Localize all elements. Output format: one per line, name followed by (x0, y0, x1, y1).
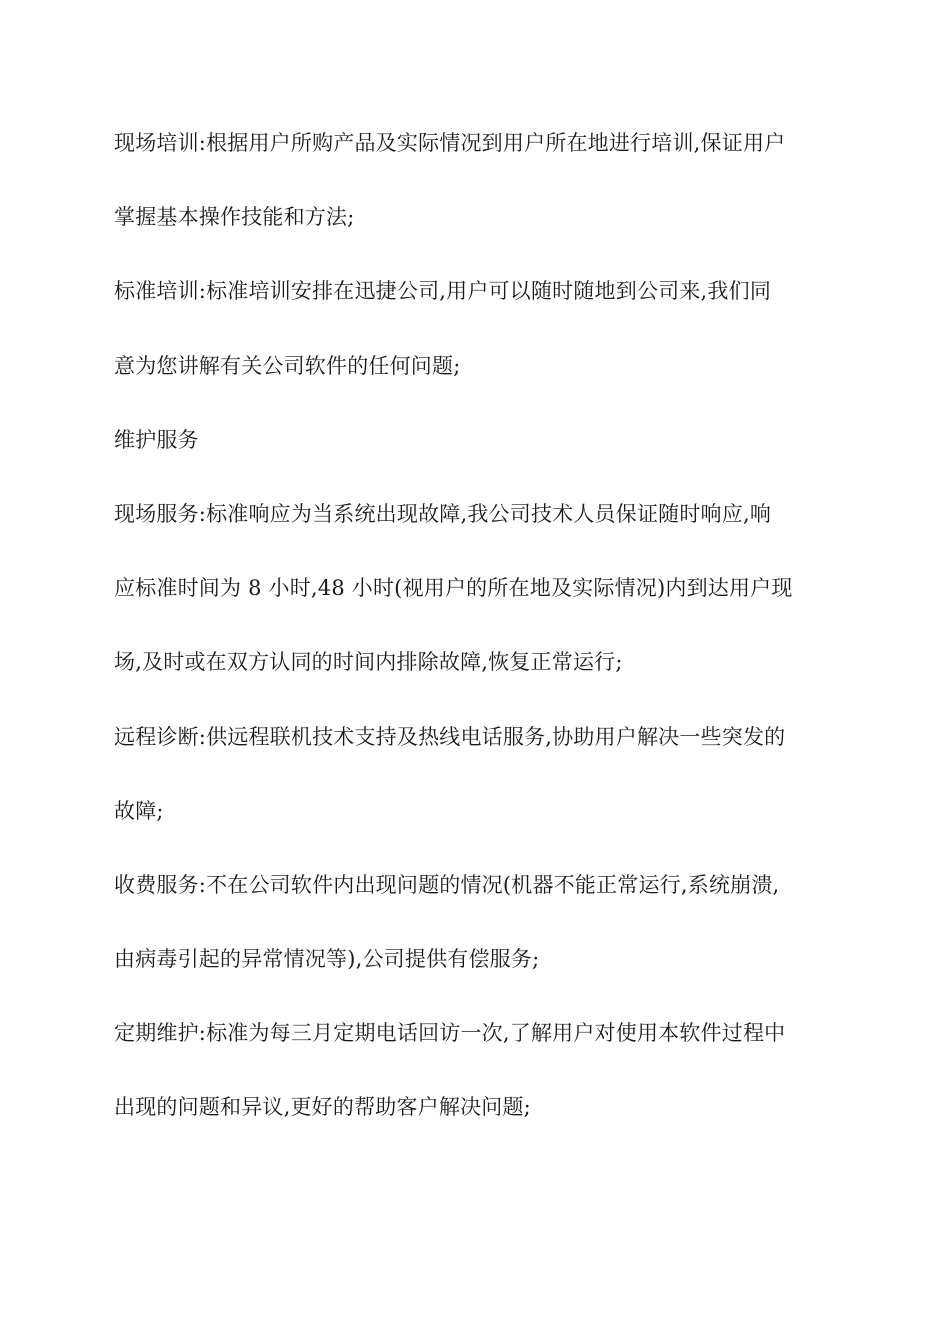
text-line: 现场培训:根据用户所购产品及实际情况到用户所在地进行培训,保证用户 (114, 131, 786, 155)
text-line: 掌握基本操作技能和方法; (114, 205, 355, 230)
text-line: 意为您讲解有关公司软件的任何问题; (114, 353, 461, 378)
text-line: 故障; (114, 798, 164, 823)
text-line: 标准培训:标准培训安排在迅捷公司,用户可以随时随地到公司来,我们同 (114, 279, 772, 304)
text-line: 应标准时间为 8 小时,48 小时(视用户的所在地及实际情况)内到达用户现 (114, 576, 793, 601)
text-line: 定期维护:标准为每三月定期电话回访一次,了解用户对使用本软件过程中 (114, 1021, 786, 1046)
text-line: 出现的问题和异议,更好的帮助客户解决问题; (114, 1095, 531, 1120)
text-line: 收费服务:不在公司软件内出现问题的情况(机器不能正常运行,系统崩溃, (114, 872, 780, 897)
text-line: 远程诊断:供远程联机技术支持及热线电话服务,协助用户解决一些突发的 (114, 724, 786, 749)
body-text (114, 106, 834, 1145)
section-heading: 维护服务 (114, 427, 199, 452)
text-line: 现场服务:标准响应为当系统出现故障,我公司技术人员保证随时响应,响 (114, 501, 772, 526)
text-line: 由病毒引起的异常情况等),公司提供有偿服务; (114, 947, 540, 972)
text-line: 场,及时或在双方认同的时间内排除故障,恢复正常运行; (114, 650, 623, 675)
